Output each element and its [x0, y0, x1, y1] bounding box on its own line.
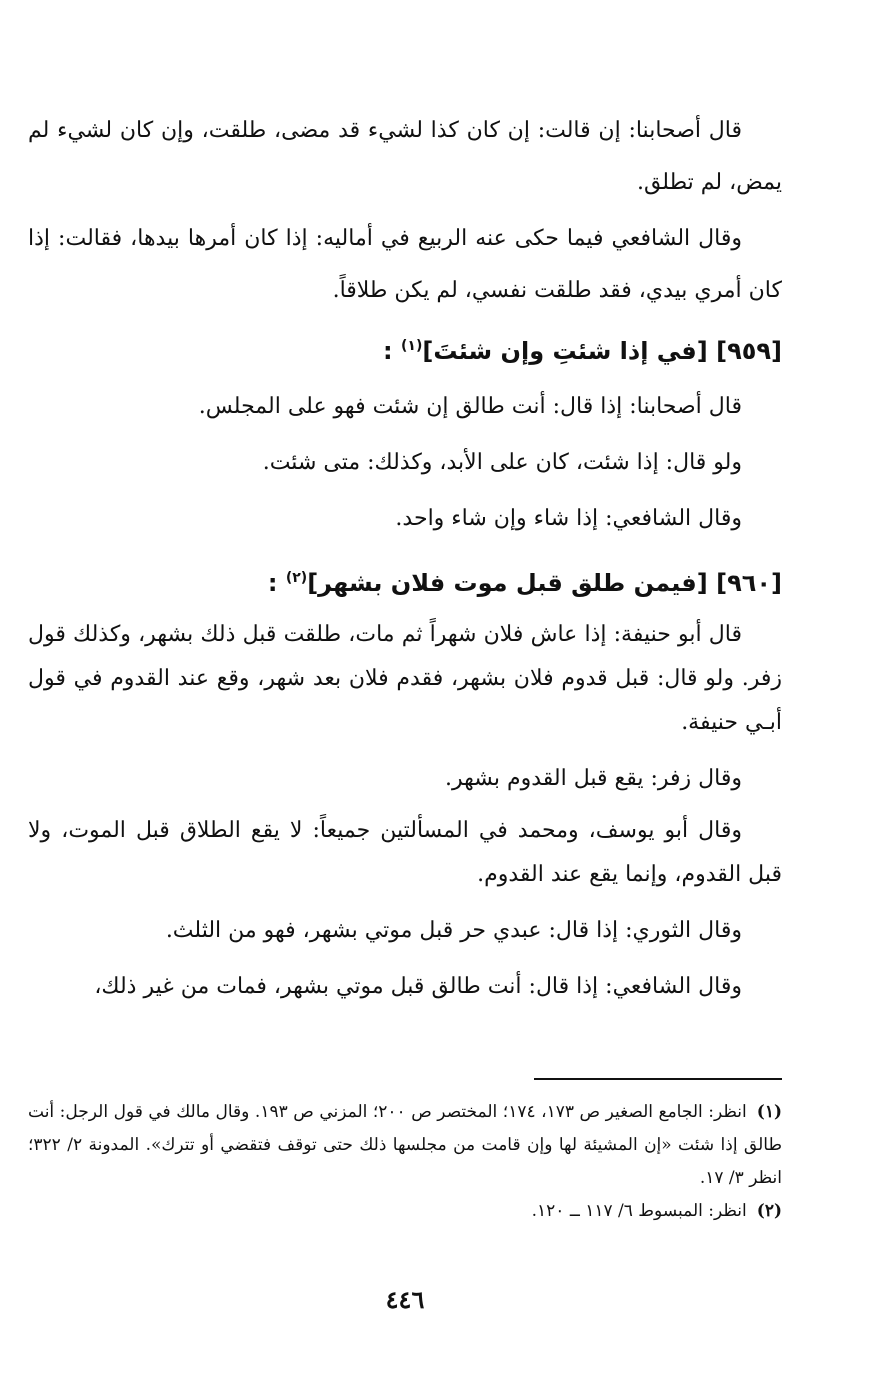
- footnote-number: (٢): [756, 1201, 782, 1221]
- section-number: [٩٥٩]: [716, 337, 782, 365]
- footnotes: [28, 1096, 782, 1228]
- paragraph-9: وقال الثوري: إذا قال: عبدي حر قبل موتي بشهر، فهو من الثلث.: [165, 918, 742, 943]
- footnote-text: انظر: المبسوط ٦/ ١١٧ ــ ١٢٠.: [531, 1201, 747, 1221]
- section-title: [في إذا شئتِ وإن شئتَ]: [422, 337, 708, 365]
- page-number: ٤٤٦: [385, 1285, 425, 1314]
- section-heading-959: [28, 325, 782, 377]
- section-title: [فيمن طلق قبل موت فلان بشهر]: [307, 569, 708, 597]
- heading-colon: :: [383, 337, 393, 365]
- section-number: [٩٦٠]: [716, 569, 782, 597]
- paragraph-2: وقال الشافعي فيما حكى عنه الربيع في أماليه: إذا كان أمرها بيدها، فقالت: إذا كان أمري بيدي، فقد طلقت نفسي، لم يكن طلاقاً.: [28, 226, 782, 303]
- paragraph-4: ولو قال: إذا شئت، كان على الأبد، وكذلك: متى شئت.: [262, 450, 742, 475]
- paragraph-5: وقال الشافعي: إذا شاء وإن شاء واحد.: [395, 506, 742, 531]
- main-text: [28, 105, 782, 1013]
- footnote-divider: [534, 1078, 782, 1080]
- page: [28, 0, 782, 1380]
- section-heading-960: [28, 557, 782, 609]
- footnote-2: [28, 1195, 782, 1228]
- footnote-ref: (١): [401, 338, 423, 354]
- footnote-1: [28, 1096, 782, 1195]
- heading-colon: :: [267, 569, 278, 597]
- paragraph-10: وقال الشافعي: إذا قال: أنت طالق قبل موتي بشهر، فمات من غير ذلك،: [94, 974, 742, 999]
- paragraph-3: قال أصحابنا: إذا قال: أنت طالق إن شئت فهو على المجلس.: [198, 394, 742, 419]
- footnote-ref: (٢): [285, 570, 308, 586]
- paragraph-6: قال أبو حنيفة: إذا عاش فلان شهراً ثم مات، طلقت قبل ذلك بشهر، وكذلك قول زفر. ولو قال: قبل قدوم فلان بشهر، فقدم فلان بعد شهر، وقع عند القدوم في قول أبـي حنيفة.: [28, 622, 782, 735]
- footnote-number: (١): [756, 1102, 782, 1122]
- footnote-text: انظر: الجامع الصغير ص ١٧٣، ١٧٤؛ المختصر ص ٢٠٠؛ المزني ص ١٩٣. وقال مالك في قول الرجل: أنت طالق إذا شئت «إن المشيئة لها وإن قامت من مجلسها ذلك حتى توقف فتقضي أو تترك». المدونة ٢/ ٣٢٢؛ انظر ٣/ ١٧.: [28, 1102, 782, 1188]
- paragraph-1: قال أصحابنا: إن قالت: إن كان كذا لشيء قد مضى، طلقت، وإن كان لشيء لم يمض، لم تطلق.: [28, 118, 782, 195]
- paragraph-8: وقال أبو يوسف، ومحمد في المسألتين جميعاً: لا يقع الطلاق قبل الموت، ولا قبل القدوم، وإنما يقع عند القدوم.: [28, 818, 782, 887]
- paragraph-7: وقال زفر: يقع قبل القدوم بشهر.: [444, 766, 742, 791]
